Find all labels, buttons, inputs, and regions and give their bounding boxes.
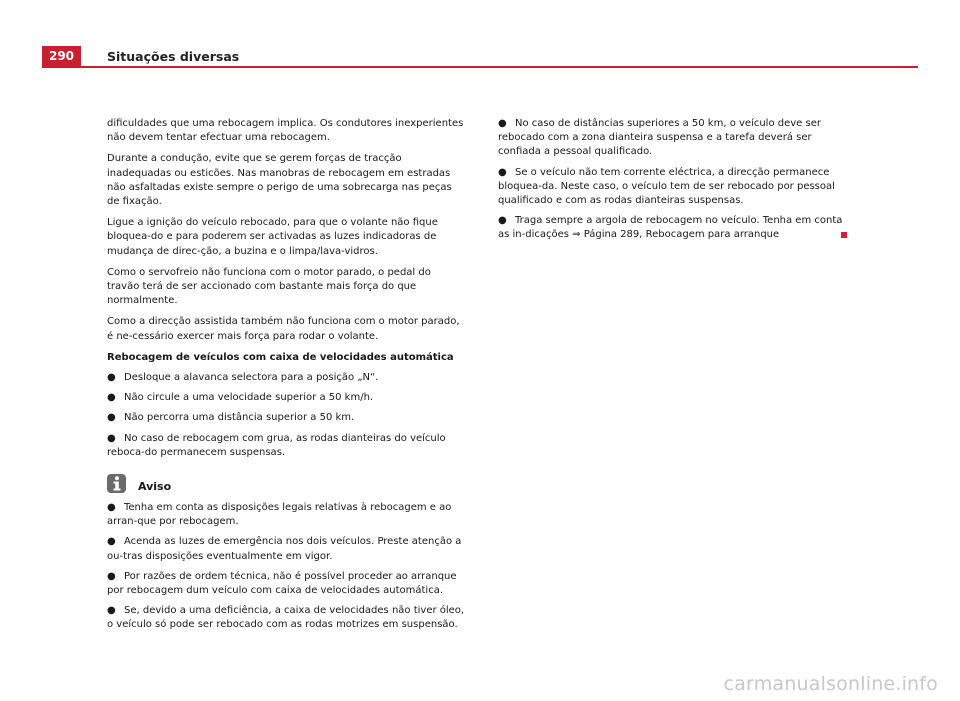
bullet-icon: ● (498, 215, 507, 227)
chapter-title: Situações diversas (107, 49, 240, 64)
bullet-icon: ● (107, 570, 116, 582)
note-title: Aviso (138, 480, 172, 494)
page-header (0, 0, 960, 70)
list-item: ● Desloque a alavanca selectora para a posição „N“. (107, 371, 465, 385)
list-item (498, 214, 848, 242)
left-column (107, 117, 465, 639)
note-box (107, 474, 465, 633)
section-end-marker-icon (841, 232, 847, 238)
bullet-icon: ● (498, 118, 507, 129)
list-item: ● Se o veículo não tem corrente eléctrica, a direcção permanece bloquea-da. Neste caso, o veículo tem de ser rebocado por pessoal qualificado e com as rodas dianteiras suspensas. (498, 166, 835, 207)
note-header (107, 474, 465, 493)
bullet-icon: ● (107, 432, 116, 444)
list-item: ● Não percorra uma distância superior a 50 km. (107, 411, 465, 425)
bullet-icon: ● (498, 166, 507, 178)
list-item: ● Não circule a uma velocidade superior a 50 km/h. (107, 391, 465, 405)
bullet-icon: ● (107, 502, 116, 514)
bullet-icon: ● (107, 536, 116, 548)
list-item: ● Tenha em conta as disposições legais relativas à rebocagem e ao arran-que por rebocagem. (107, 502, 452, 528)
list-item: ● Por razões de ordem técnica, não é possível proceder ao arranque por rebocagem dum veículo com caixa de velocidades automática. (107, 570, 457, 597)
section-subheading: Rebocagem de veículos com caixa de velocidades automática (107, 351, 454, 363)
bullet-icon: ● (107, 605, 116, 617)
info-icon (107, 474, 126, 493)
paragraph: Durante a condução, evite que se gerem forças de tracção inadequadas ou esticões. Nas manobras de rebocagem em estradas não asfaltadas existe sempre o perigo de uma sobrecarga nas peças de fixação. (107, 153, 452, 208)
paragraph: dificuldades que uma rebocagem implica. Os condutores inexperientes não devem tentar efectuar uma rebocagem. (107, 118, 464, 144)
list-item: ● Acenda as luzes de emergência nos dois veículos. Preste atenção a ou-tras disposições eventualmente em vigor. (107, 536, 462, 562)
paragraph: Como o servofreio não funciona com o motor parado, o pedal do travão terá de ser accionado com bastante mais força do que normalmente. (107, 266, 431, 307)
watermark: carmanualsonline.info (723, 673, 938, 695)
page-number: 290 (42, 46, 81, 67)
paragraph: Ligue a ignição do veículo rebocado, para que o volante não fique bloquea-do e para poderem ser activadas as luzes indicadoras de mudança de direc-ção, a buzina e o limpa/lava-vidros. (107, 217, 438, 257)
header-divider (42, 66, 918, 68)
bullet-icon: ● (107, 412, 116, 424)
list-item: ● Se, devido a uma deficiência, a caixa de velocidades não tiver óleo, o veículo só pode ser rebocado com as rodas motrizes em suspensão. (107, 605, 465, 631)
list-item: ● No caso de distâncias superiores a 50 km, o veículo deve ser rebocado com a zona dianteira suspensa e a tarefa deverá ser confiada a pessoal qualificado. (498, 118, 821, 158)
right-column (498, 117, 848, 249)
bullet-icon: ● (107, 392, 116, 404)
bullet-icon: ● (107, 372, 116, 384)
cross-reference[interactable]: Traga sempre a argola de rebocagem no veículo. Tenha em conta as in-dicações ⇒ Página 289, Rebocagem para arranque (498, 215, 843, 241)
paragraph: Como a direcção assistida também não funciona com o motor parado, é ne-cessário exercer mais força para rodar o volante. (107, 316, 460, 342)
list-item: ● No caso de rebocagem com grua, as rodas dianteiras do veículo reboca-do permanecem suspensas. (107, 432, 446, 458)
